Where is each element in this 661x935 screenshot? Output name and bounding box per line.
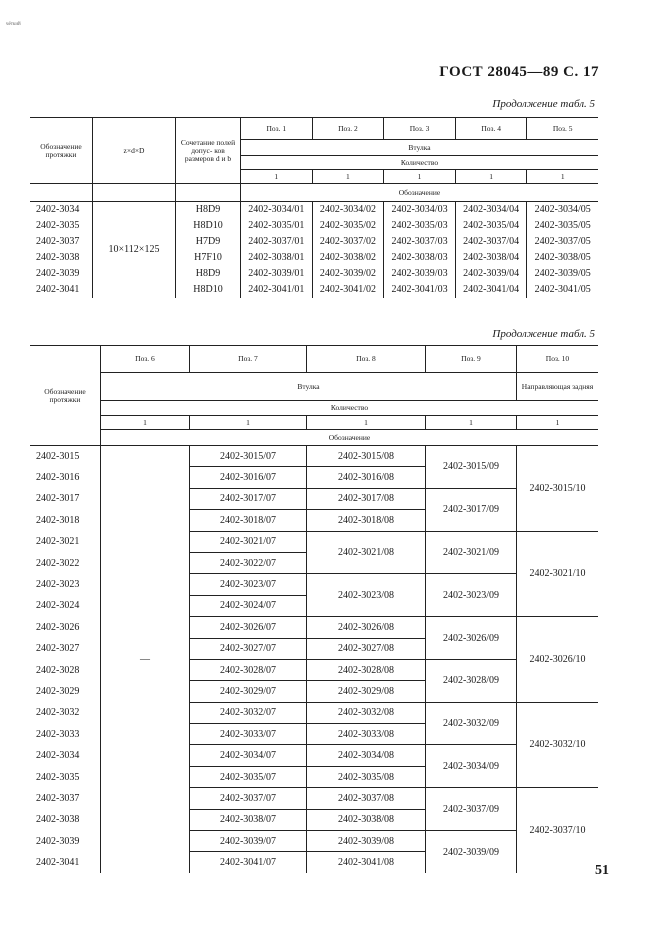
table-2 (30, 345, 598, 873)
t2-row-pos9: 2402-3015/09 (426, 446, 517, 489)
t2-row-id: 2402-3038 (36, 814, 80, 826)
t1-row-fit: H7D9 (176, 234, 241, 250)
t1-row-pos: 2402-3041/02 (312, 282, 384, 298)
t2-guide: Направляющая задняя (517, 373, 599, 401)
t2-row-id: 2402-3035 (36, 771, 80, 783)
t1-row-pos: 2402-3039/05 (527, 266, 598, 282)
t1-row-id: 2402-3034 (36, 204, 80, 216)
t1-row-fit: H8D10 (176, 218, 241, 234)
t2-row-pos8: 2402-3035/08 (307, 766, 426, 787)
page-header: ГОСТ 28045—89 С. 17 (439, 64, 599, 80)
t2-row-pos8: 2402-3021/08 (307, 531, 426, 574)
t2-row-id: 2402-3023 (36, 579, 80, 591)
t2-row-pos7: 2402-3041/07 (190, 852, 307, 873)
t2-row-id: 2402-3016 (36, 472, 80, 484)
t1-row-pos: 2402-3037/04 (455, 234, 527, 250)
t2-row-pos7: 2402-3033/07 (190, 724, 307, 745)
t1-row-fit: H8D9 (176, 266, 241, 282)
t2-row-pos8: 2402-3034/08 (307, 745, 426, 766)
t2-row-id: 2402-3027 (36, 643, 80, 655)
t2-row-id: 2402-3026 (36, 621, 80, 633)
t2-row-pos8: 2402-3017/08 (307, 488, 426, 509)
t1-row-pos: 2402-3035/02 (312, 218, 384, 234)
t2-row-pos7: 2402-3035/07 (190, 766, 307, 787)
t2-row-id: 2402-3028 (36, 664, 80, 676)
table-1 (30, 117, 598, 298)
t1-qty: 1 (312, 170, 384, 184)
t2-row-id: 2402-3024 (36, 600, 80, 612)
t2-row-pos7: 2402-3022/07 (190, 552, 307, 573)
t2-qty: 1 (101, 416, 190, 430)
t1-quantity: Количество (241, 156, 599, 170)
t1-row-pos: 2402-3038/05 (527, 250, 598, 266)
t2-row-pos8: 2402-3028/08 (307, 659, 426, 680)
t2-row-pos7: 2402-3021/07 (190, 531, 307, 552)
t2-row-pos7: 2402-3034/07 (190, 745, 307, 766)
t2-row-id: 2402-3017 (36, 493, 80, 505)
t2-designation: Обозначение (101, 430, 599, 446)
t2-qty: 1 (426, 416, 517, 430)
t1-row-pos: 2402-3041/01 (241, 282, 313, 298)
t2-pos-9: Поз. 9 (426, 346, 517, 373)
t1-row-pos: 2402-3037/02 (312, 234, 384, 250)
t1-row-pos: 2402-3038/04 (455, 250, 527, 266)
t2-row-pos7: 2402-3016/07 (190, 467, 307, 488)
t2-qty: 1 (517, 416, 599, 430)
t1-bushing: Втулка (241, 140, 599, 156)
t2-row-pos8: 2402-3037/08 (307, 788, 426, 809)
t2-row-pos8: 2402-3038/08 (307, 809, 426, 830)
t1-row-pos: 2402-3037/01 (241, 234, 313, 250)
t1-row-pos: 2402-3035/03 (384, 218, 456, 234)
t1-row-fit: H7F10 (176, 250, 241, 266)
t1-row-pos: 2402-3034/01 (241, 202, 313, 218)
t1-pos-5: Поз. 5 (527, 118, 598, 140)
t1-qty: 1 (241, 170, 313, 184)
t1-row-pos: 2402-3039/03 (384, 266, 456, 282)
t1-row-fit: H8D10 (176, 282, 241, 298)
t2-row-pos7: 2402-3039/07 (190, 831, 307, 852)
t2-row-pos10: 2402-3037/10 (517, 788, 599, 874)
t1-row-id: 2402-3037 (36, 236, 80, 247)
t2-row-pos9: 2402-3039/09 (426, 831, 517, 874)
t2-row-id: 2402-3021 (36, 536, 80, 548)
t2-row-pos10: 2402-3032/10 (517, 702, 599, 788)
t1-row-id: 2402-3035 (36, 220, 80, 231)
t1-designation: Обозначение (241, 184, 599, 202)
t2-row-id: 2402-3039 (36, 835, 80, 847)
table-row (30, 446, 598, 467)
t2-row-pos8: 2402-3027/08 (307, 638, 426, 659)
t2-pos-10: Поз. 10 (517, 346, 599, 373)
t2-row-pos10: 2402-3015/10 (517, 446, 599, 532)
t2-quantity: Количество (101, 401, 599, 416)
t1-qty: 1 (527, 170, 598, 184)
t2-row-pos8: 2402-3033/08 (307, 724, 426, 745)
t2-qty: 1 (190, 416, 307, 430)
t2-row-id: 2402-3015 (36, 450, 80, 462)
t2-row-id: 2402-3041 (36, 857, 80, 869)
t1-row-fit: H8D9 (176, 202, 241, 218)
t2-row-pos9: 2402-3017/09 (426, 488, 517, 531)
t1-row-pos: 2402-3035/04 (455, 218, 527, 234)
t2-row-id: 2402-3037 (36, 792, 80, 804)
t2-row-id: 2402-3034 (36, 750, 80, 762)
t2-row-pos7: 2402-3015/07 (190, 446, 307, 467)
t2-row-pos7: 2402-3017/07 (190, 488, 307, 509)
t2-pos-8: Поз. 8 (307, 346, 426, 373)
t1-row-pos: 2402-3039/04 (455, 266, 527, 282)
t1-row-pos: 2402-3037/03 (384, 234, 456, 250)
t2-row-pos7: 2402-3029/07 (190, 681, 307, 702)
t1-qty: 1 (384, 170, 456, 184)
t2-row-pos9: 2402-3037/09 (426, 788, 517, 831)
t1-row-pos: 2402-3035/01 (241, 218, 313, 234)
t2-col-designation: Обозначение протяжки (30, 346, 101, 446)
t2-row-pos8: 2402-3023/08 (307, 574, 426, 617)
table-row (30, 202, 598, 218)
t2-row-pos9: 2402-3026/09 (426, 617, 517, 660)
t2-pos-7: Поз. 7 (190, 346, 307, 373)
t1-pos-3: Поз. 3 (384, 118, 456, 140)
corner-mark: чёткий (6, 22, 21, 27)
t2-row-pos7: 2402-3038/07 (190, 809, 307, 830)
t2-qty: 1 (307, 416, 426, 430)
continuation-label-1: Продолжение табл. 5 (492, 98, 595, 110)
t1-size: 10×112×125 (93, 202, 176, 298)
t2-row-pos7: 2402-3032/07 (190, 702, 307, 723)
t2-row-id: 2402-3018 (36, 514, 80, 526)
t2-row-pos10: 2402-3026/10 (517, 617, 599, 703)
t2-row-pos7: 2402-3026/07 (190, 617, 307, 638)
t2-row-pos10: 2402-3021/10 (517, 531, 599, 617)
t2-row-pos8: 2402-3015/08 (307, 446, 426, 467)
t2-row-id: 2402-3033 (36, 728, 80, 740)
t2-row-pos8: 2402-3026/08 (307, 617, 426, 638)
t1-col-zdD: z×d×D (93, 118, 176, 184)
t2-row-pos7: 2402-3018/07 (190, 510, 307, 531)
t2-row-pos7: 2402-3023/07 (190, 574, 307, 595)
t2-row-pos9: 2402-3034/09 (426, 745, 517, 788)
t2-row-pos9: 2402-3028/09 (426, 659, 517, 702)
t1-pos-2: Поз. 2 (312, 118, 384, 140)
t1-row-pos: 2402-3038/02 (312, 250, 384, 266)
t1-col-designation: Обозначение протяжки (30, 118, 93, 184)
t2-pos6-dash: — (101, 446, 190, 874)
t1-row-id: 2402-3039 (36, 268, 80, 279)
t1-row-pos: 2402-3035/05 (527, 218, 598, 234)
t2-row-pos8: 2402-3018/08 (307, 510, 426, 531)
t1-row-pos: 2402-3041/03 (384, 282, 456, 298)
t1-row-id: 2402-3041 (36, 284, 80, 295)
t1-row-pos: 2402-3034/03 (384, 202, 456, 218)
t2-pos-6: Поз. 6 (101, 346, 190, 373)
t1-row-id: 2402-3038 (36, 252, 80, 263)
t2-row-pos8: 2402-3029/08 (307, 681, 426, 702)
t1-row-pos: 2402-3037/05 (527, 234, 598, 250)
t2-row-pos8: 2402-3041/08 (307, 852, 426, 873)
t2-row-pos8: 2402-3032/08 (307, 702, 426, 723)
t2-row-id: 2402-3029 (36, 685, 80, 697)
t1-row-pos: 2402-3038/01 (241, 250, 313, 266)
t2-row-pos8: 2402-3039/08 (307, 831, 426, 852)
t2-bushing: Втулка (101, 373, 517, 401)
t2-row-id: 2402-3022 (36, 557, 80, 569)
t1-row-pos: 2402-3034/02 (312, 202, 384, 218)
t1-row-pos: 2402-3039/02 (312, 266, 384, 282)
t2-row-pos7: 2402-3027/07 (190, 638, 307, 659)
t2-row-pos9: 2402-3023/09 (426, 574, 517, 617)
t1-row-pos: 2402-3038/03 (384, 250, 456, 266)
t2-row-id: 2402-3032 (36, 707, 80, 719)
t1-col-fit: Сочетание полей допус- ков размеров d и b (176, 118, 241, 184)
t1-row-pos: 2402-3034/05 (527, 202, 598, 218)
t1-row-pos: 2402-3041/04 (455, 282, 527, 298)
page-number: 51 (595, 863, 609, 878)
t1-row-pos: 2402-3041/05 (527, 282, 598, 298)
t2-row-pos9: 2402-3021/09 (426, 531, 517, 574)
t1-row-pos: 2402-3034/04 (455, 202, 527, 218)
t1-row-pos: 2402-3039/01 (241, 266, 313, 282)
t2-row-pos7: 2402-3037/07 (190, 788, 307, 809)
t2-row-pos8: 2402-3016/08 (307, 467, 426, 488)
t1-pos-4: Поз. 4 (455, 118, 527, 140)
t1-pos-1: Поз. 1 (241, 118, 313, 140)
continuation-label-2: Продолжение табл. 5 (492, 328, 595, 340)
t2-row-pos7: 2402-3028/07 (190, 659, 307, 680)
t2-row-pos9: 2402-3032/09 (426, 702, 517, 745)
t1-qty: 1 (455, 170, 527, 184)
t2-row-pos7: 2402-3024/07 (190, 595, 307, 616)
